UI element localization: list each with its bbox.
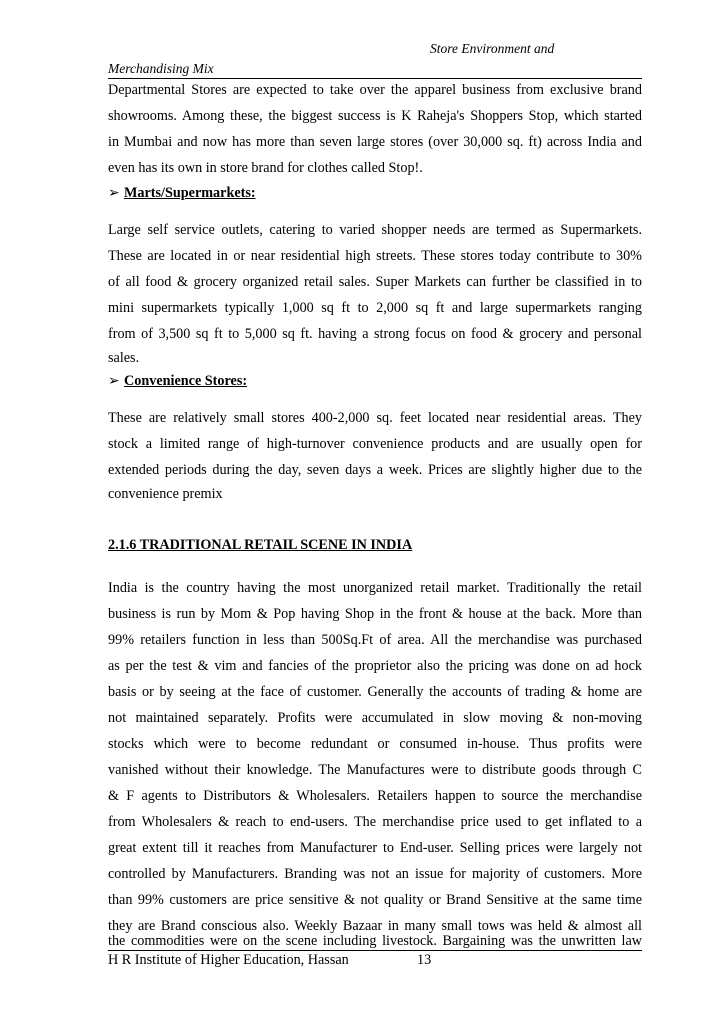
- header-rule: [108, 78, 642, 79]
- paragraph-line: from Wholesalers & reach to end-users. The merchandise price used to get inflated to a: [108, 814, 642, 830]
- paragraph-line: even has its own in store brand for clothes called Stop!.: [108, 160, 423, 176]
- header-title-left: Merchandising Mix: [108, 61, 214, 76]
- paragraph-line: than 99% customers are price sensitive & not quality or Brand Sensitive at the same time: [108, 892, 642, 908]
- paragraph-line: Large self service outlets, catering to varied shopper needs are termed as Supermarkets.: [108, 222, 642, 238]
- paragraph-line: extended periods during the day, seven days a week. Prices are slightly higher due to the: [108, 462, 642, 478]
- paragraph-line: convenience premix: [108, 486, 223, 502]
- paragraph-line: sales.: [108, 350, 140, 366]
- paragraph-line: India is the country having the most unorganized retail market. Traditionally the retail: [108, 580, 642, 596]
- paragraph-line: in Mumbai and now has more than seven large stores (over 30,000 sq. ft) across India and: [108, 134, 642, 150]
- arrow-bullet-icon: ➢: [108, 185, 120, 201]
- bullet-convenience: [108, 371, 247, 391]
- bullet-label: Convenience Stores:: [124, 373, 248, 389]
- paragraph-line: mini supermarkets typically 1,000 sq ft to 2,000 sq ft and large supermarkets ranging: [108, 300, 642, 316]
- paragraph-line: vanished without their knowledge. The Manufactures were to distribute goods through C: [108, 762, 642, 778]
- paragraph-line: as per the test & vim and fancies of the proprietor also the pricing was done on ad hock: [108, 658, 642, 674]
- paragraph-line: showrooms. Among these, the biggest success is K Raheja's Shoppers Stop, which started: [108, 108, 642, 124]
- paragraph-line: 99% retailers function in less than 500Sq.Ft of area. All the merchandise was purchased: [108, 632, 642, 648]
- section-heading: 2.1.6 TRADITIONAL RETAIL SCENE IN INDIA: [108, 537, 413, 553]
- paragraph-line: stock a limited range of high-turnover convenience products and are usually open for: [108, 436, 642, 452]
- paragraph-line: business is run by Mom & Pop having Shop in the front & house at the back. More than: [108, 606, 642, 622]
- paragraph-line: from of 3,500 sq ft to 5,000 sq ft. having a strong focus on food & grocery and personal: [108, 326, 642, 342]
- paragraph-line: not maintained separately. Profits were accumulated in slow moving & non-moving: [108, 710, 642, 726]
- page-number: 13: [417, 952, 432, 968]
- paragraph-line: great extent till it reaches from Manufacturer to End-user. Selling prices were largely not: [108, 840, 642, 856]
- paragraph-line: of all food & grocery organized retail sales. Super Markets can further be classified in to: [108, 274, 642, 290]
- footer-institute: H R Institute of Higher Education, Hassan: [108, 952, 349, 968]
- paragraph-line: the commodities were on the scene including livestock. Bargaining was the unwritten law: [108, 933, 642, 949]
- paragraph-line: they are Brand conscious also. Weekly Bazaar in many small tows was held & almost all: [108, 918, 642, 934]
- paragraph-line: These are relatively small stores 400-2,000 sq. feet located near residential areas. They: [108, 410, 642, 426]
- header-title-right: Store Environment and: [430, 41, 555, 56]
- paragraph-line: & F agents to Distributors & Wholesalers. Retailers happen to source the merchandise: [108, 788, 642, 804]
- bullet-label: Marts/Supermarkets:: [124, 185, 256, 201]
- paragraph-line: controlled by Manufacturers. Branding was not an issue for majority of customers. More: [108, 866, 642, 882]
- paragraph-line: These are located in or near residential high streets. These stores today contribute to 30%: [108, 248, 642, 264]
- paragraph-line: basis or by seeing at the face of customer. Generally the accounts of trading & home are: [108, 684, 642, 700]
- bullet-marts: [108, 183, 256, 203]
- arrow-bullet-icon: ➢: [108, 373, 120, 389]
- paragraph-line: Departmental Stores are expected to take over the apparel business from exclusive brand: [108, 82, 642, 98]
- paragraph-line: stocks which were to become redundant or consumed in-house. Thus profits were: [108, 736, 642, 752]
- footer-rule: [108, 950, 642, 951]
